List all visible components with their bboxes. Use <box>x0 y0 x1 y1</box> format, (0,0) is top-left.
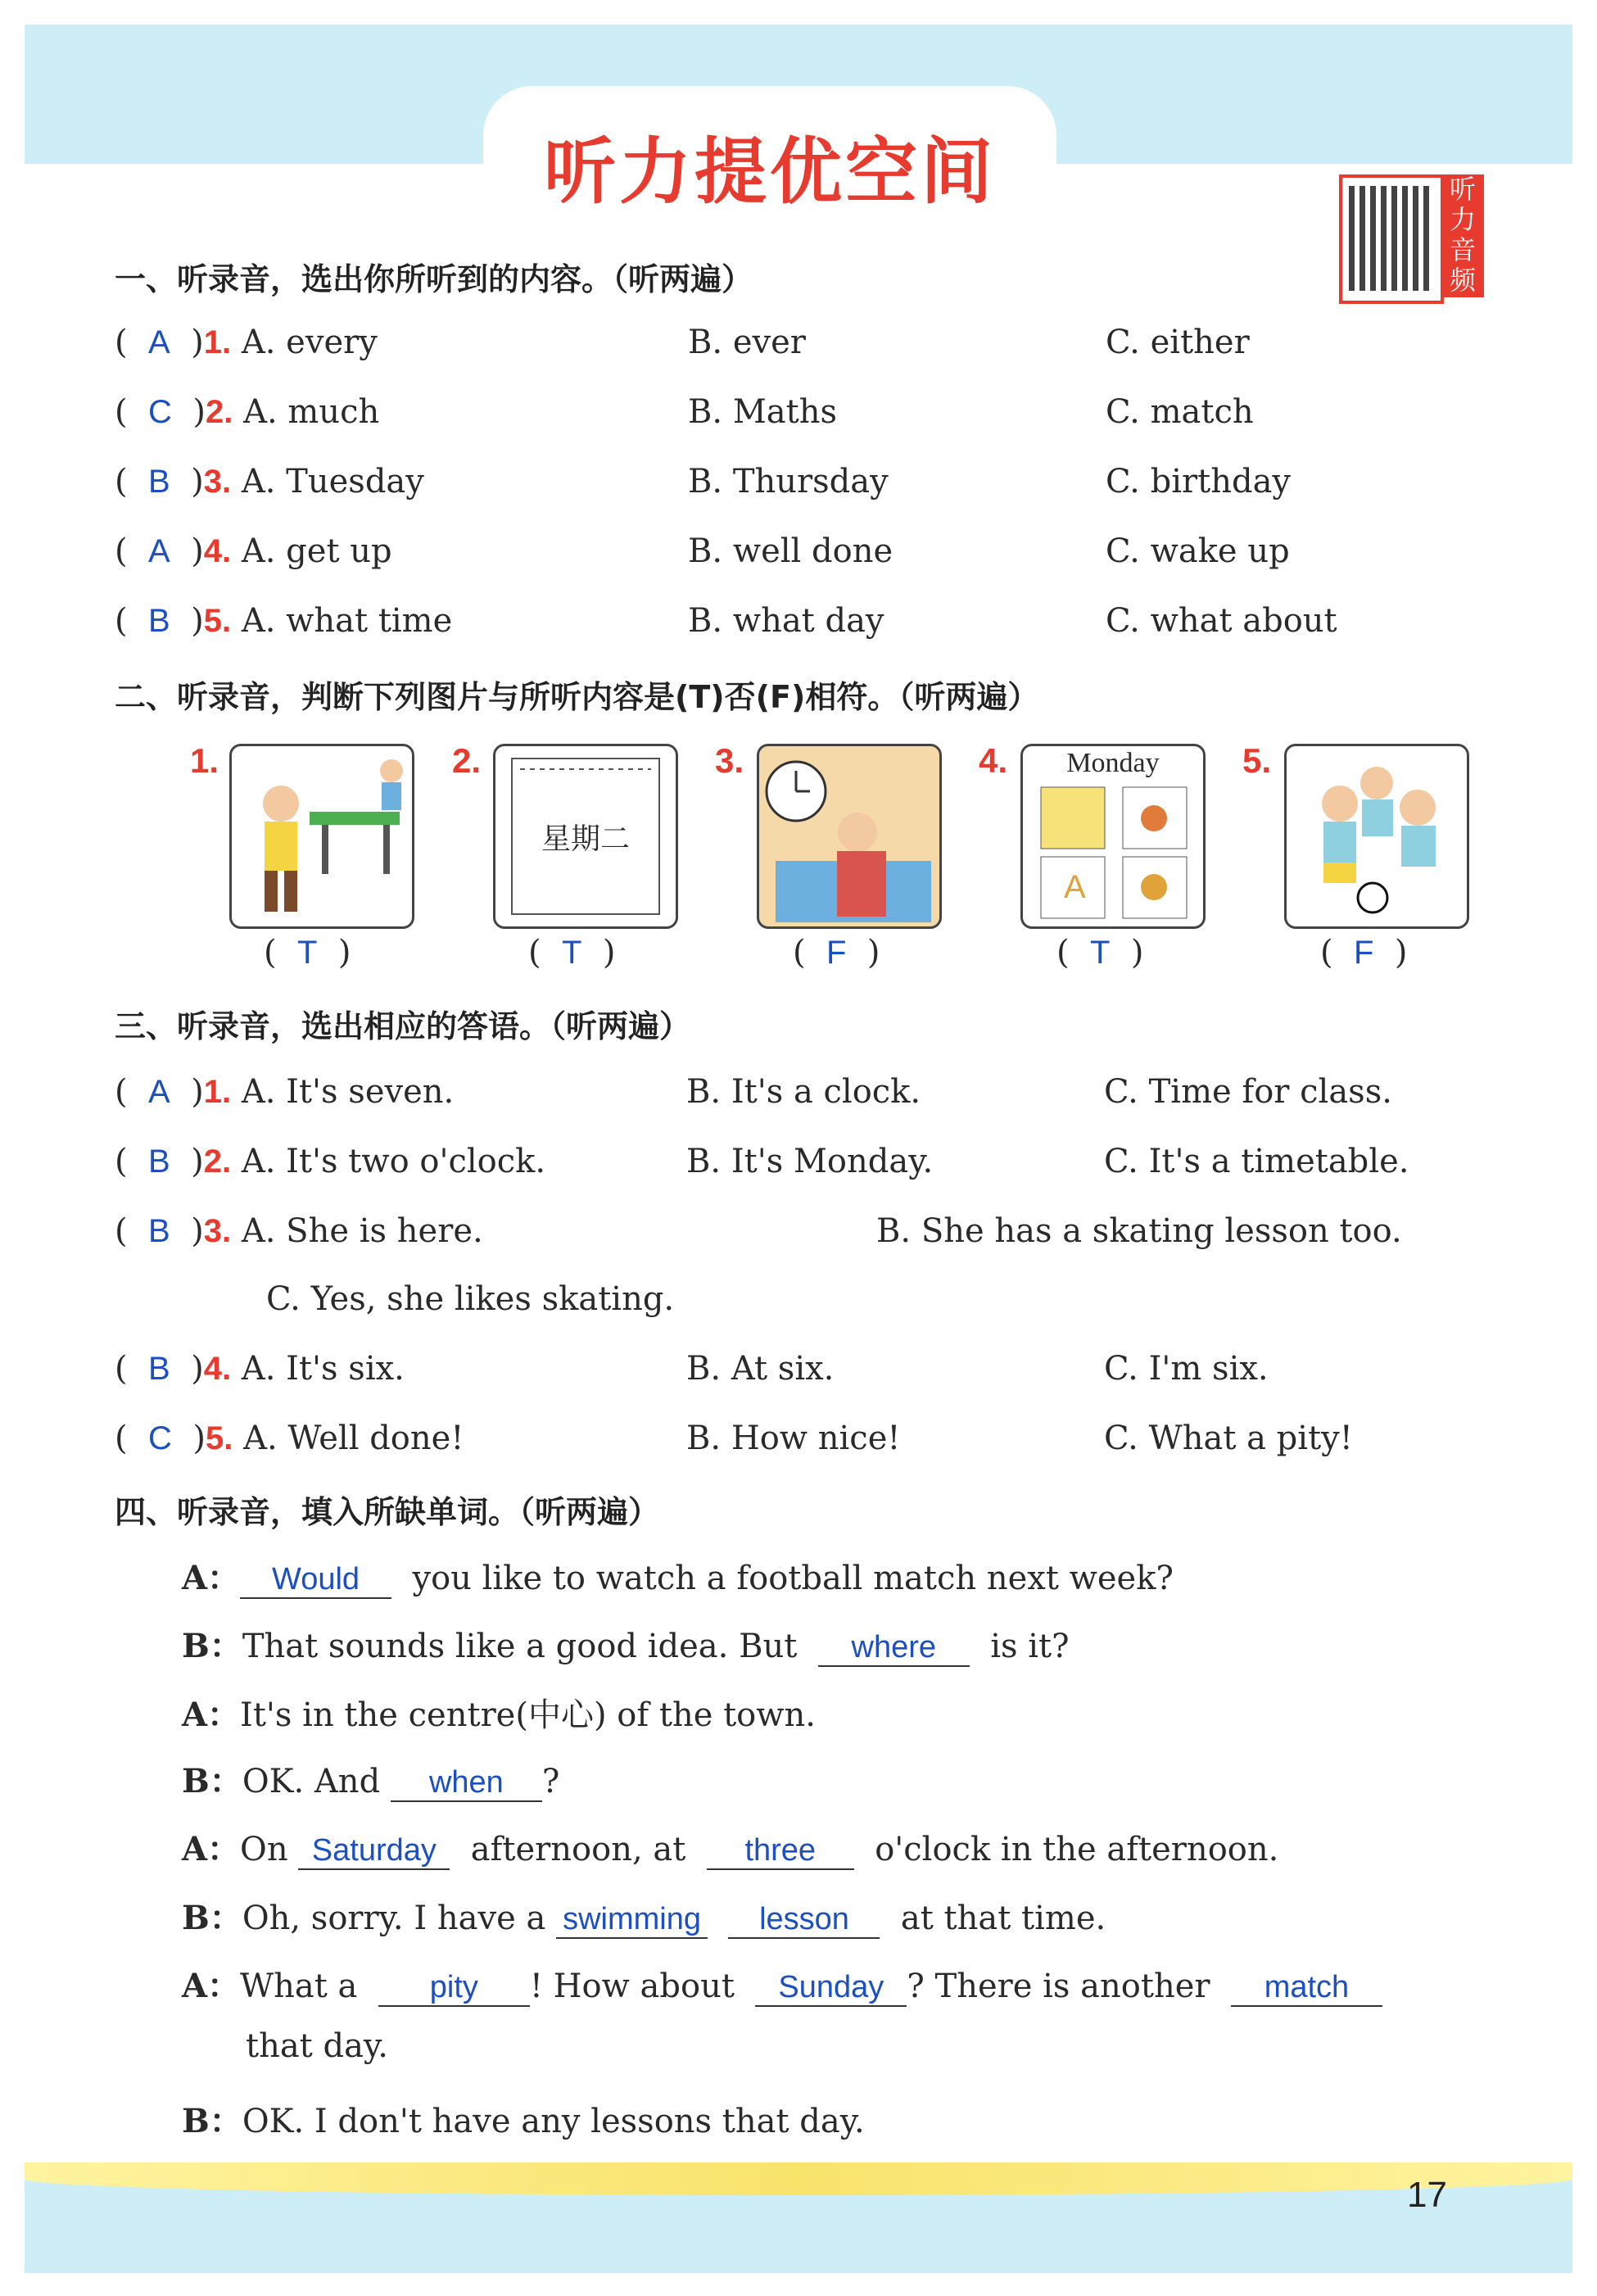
dialogue-line-8: B：OK. I don't have any lessons that day. <box>182 2102 865 2140</box>
blank-4[interactable]: Saturday <box>298 1833 450 1870</box>
s3-option-c: C. Yes, she likes skating. <box>266 1280 675 1318</box>
s1-option-b: B. ever <box>688 324 806 361</box>
dialogue-line-3: A：It's in the centre(中心) of the town. <box>182 1696 816 1734</box>
s3-option-c: C. I'm six. <box>1104 1350 1269 1388</box>
section3-heading: 三、听录音，选出相应的答语。（听两遍） <box>115 1008 691 1044</box>
qr-audio-label: 听力音频 <box>1441 174 1484 297</box>
s3-option-c: C. It's a timetable. <box>1104 1143 1409 1180</box>
s1-number: 3. <box>203 464 232 500</box>
s1-answer: C <box>148 394 172 430</box>
s1-option-a: A. much <box>243 393 380 431</box>
pic-number: 3. <box>715 741 744 780</box>
pic-waking-up <box>757 744 942 929</box>
qr-code-icon[interactable] <box>1339 174 1444 304</box>
s1-option-a: A. what time <box>241 602 453 640</box>
svg-text:A: A <box>1064 869 1086 905</box>
s1-answer: B <box>148 603 170 639</box>
s3-option-b: B. She has a skating lesson too. <box>876 1212 1402 1250</box>
s3-number: 4. <box>203 1351 232 1387</box>
s3-item: ( C )5. A. Well done! <box>115 1420 464 1457</box>
s3-option-b: B. It's a clock. <box>686 1073 921 1111</box>
s1-answer: B <box>148 464 170 500</box>
pic-timetable <box>1020 744 1206 929</box>
s1-option-a: A. get up <box>241 532 392 570</box>
s3-option-b: B. At six. <box>686 1350 835 1388</box>
page-title: 听力提优空间 <box>543 129 996 214</box>
blank-10[interactable]: match <box>1231 1970 1382 2007</box>
s3-answer: C <box>148 1420 172 1456</box>
table-tennis-illustration <box>232 746 412 926</box>
s1-option-c: C. wake up <box>1106 532 1290 570</box>
s1-option-b: B. well done <box>688 532 894 570</box>
blank-6[interactable]: swimming <box>556 1902 708 1939</box>
s1-option-c: C. either <box>1106 324 1250 361</box>
dialogue-line-7-cont: that day. <box>246 2027 388 2065</box>
pic-answer-5: ( F ) <box>1320 934 1408 971</box>
s3-number: 2. <box>203 1143 232 1180</box>
s3-option-a: A. It's six. <box>241 1350 405 1388</box>
s3-number: 1. <box>203 1074 232 1110</box>
s1-item: ( A )4. A. get up <box>115 532 392 570</box>
s3-number: 5. <box>205 1420 233 1456</box>
dialogue-line-5: A：On Saturday afternoon, at three o'clock in the afternoon. <box>182 1830 1279 1868</box>
pic-table-tennis <box>229 744 414 929</box>
s3-number: 3. <box>203 1213 232 1249</box>
blank-8[interactable]: pity <box>378 1970 530 2007</box>
football-illustration <box>1287 746 1467 926</box>
s1-item: ( B )3. A. Tuesday <box>115 463 424 500</box>
s3-option-a: A. It's seven. <box>241 1073 455 1111</box>
s1-number: 5. <box>203 603 232 639</box>
section2-heading: 二、听录音，判断下列图片与所听内容是(T)否(F)相符。（听两遍） <box>115 679 1039 715</box>
pic-answer-3: ( F ) <box>793 934 880 971</box>
s1-item: ( A )1. A. every <box>115 324 378 361</box>
s1-number: 2. <box>205 394 233 430</box>
s1-option-c: C. what about <box>1106 602 1337 640</box>
s3-answer: B <box>148 1351 170 1387</box>
dialogue-line-4: B：OK. And when ? <box>182 1762 560 1800</box>
pic-number: 5. <box>1242 741 1272 780</box>
s3-option-c: C. What a pity! <box>1104 1420 1353 1457</box>
s1-option-b: B. Maths <box>688 393 837 431</box>
pic-number: 1. <box>190 741 219 780</box>
footer-wave <box>25 2162 1572 2195</box>
s1-option-c: C. birthday <box>1106 463 1292 500</box>
s3-item: ( B )2. A. It's two o'clock. <box>115 1143 546 1180</box>
blank-7[interactable]: lesson <box>728 1902 880 1939</box>
section1-heading: 一、听录音，选出你所听到的内容。（听两遍） <box>115 261 753 297</box>
pic-answer-4: ( T ) <box>1056 934 1144 971</box>
s3-answer: B <box>148 1143 170 1180</box>
s1-item: ( C )2. A. much <box>115 393 380 431</box>
s3-answer: B <box>148 1213 170 1249</box>
dialogue-line-7: A：What a pity ! How about Sunday ? There is another match <box>182 1960 1382 2007</box>
s1-option-a: A. every <box>241 324 378 361</box>
s3-item: ( B )3. A. She is here. <box>115 1212 483 1250</box>
pic-number: 4. <box>979 741 1008 780</box>
pic-number: 2. <box>452 741 482 780</box>
s3-option-a: A. Well done! <box>243 1420 464 1457</box>
s3-item: ( B )4. A. It's six. <box>115 1350 405 1388</box>
pic-answer-1: ( T ) <box>264 934 351 971</box>
s1-number: 4. <box>203 533 232 569</box>
blank-1[interactable]: Would <box>240 1562 391 1599</box>
waking-up-illustration <box>759 746 939 926</box>
blank-2[interactable]: where <box>818 1630 970 1667</box>
page-number: 17 <box>1407 2175 1447 2215</box>
s1-item: ( B )5. A. what time <box>115 602 453 640</box>
s3-option-b: B. How nice! <box>686 1420 901 1457</box>
s3-option-b: B. It's Monday. <box>686 1143 934 1180</box>
blank-9[interactable]: Sunday <box>755 1970 907 2007</box>
s3-option-a: A. She is here. <box>241 1212 483 1250</box>
s1-answer: A <box>148 324 170 360</box>
s3-option-c: C. Time for class. <box>1104 1073 1392 1111</box>
s1-option-c: C. match <box>1106 393 1254 431</box>
dialogue-line-6: B：Oh, sorry. I have a swimming lesson at that time. <box>182 1899 1106 1937</box>
timetable-title: Monday <box>1066 748 1160 778</box>
blank-5[interactable]: three <box>707 1833 854 1870</box>
pic-calendar <box>493 744 678 929</box>
pic-answer-2: ( T ) <box>528 934 616 971</box>
s3-option-a: A. It's two o'clock. <box>241 1143 546 1180</box>
calendar-text: 星期二 <box>541 822 630 856</box>
pic-football <box>1284 744 1469 929</box>
blank-3[interactable]: when <box>391 1765 542 1802</box>
s1-option-b: B. what day <box>688 602 884 640</box>
section4-heading: 四、听录音，填入所缺单词。（听两遍） <box>115 1494 660 1530</box>
s1-option-a: A. Tuesday <box>241 463 424 500</box>
dialogue-line-1: A： Would you like to watch a football match next week? <box>182 1559 1174 1597</box>
s1-option-b: B. Thursday <box>688 463 889 500</box>
s3-item: ( A )1. A. It's seven. <box>115 1073 455 1111</box>
s1-number: 1. <box>203 324 232 360</box>
dialogue-line-2: B：That sounds like a good idea. But where is it? <box>182 1627 1070 1665</box>
s1-answer: A <box>148 533 170 569</box>
s3-answer: A <box>148 1074 170 1110</box>
